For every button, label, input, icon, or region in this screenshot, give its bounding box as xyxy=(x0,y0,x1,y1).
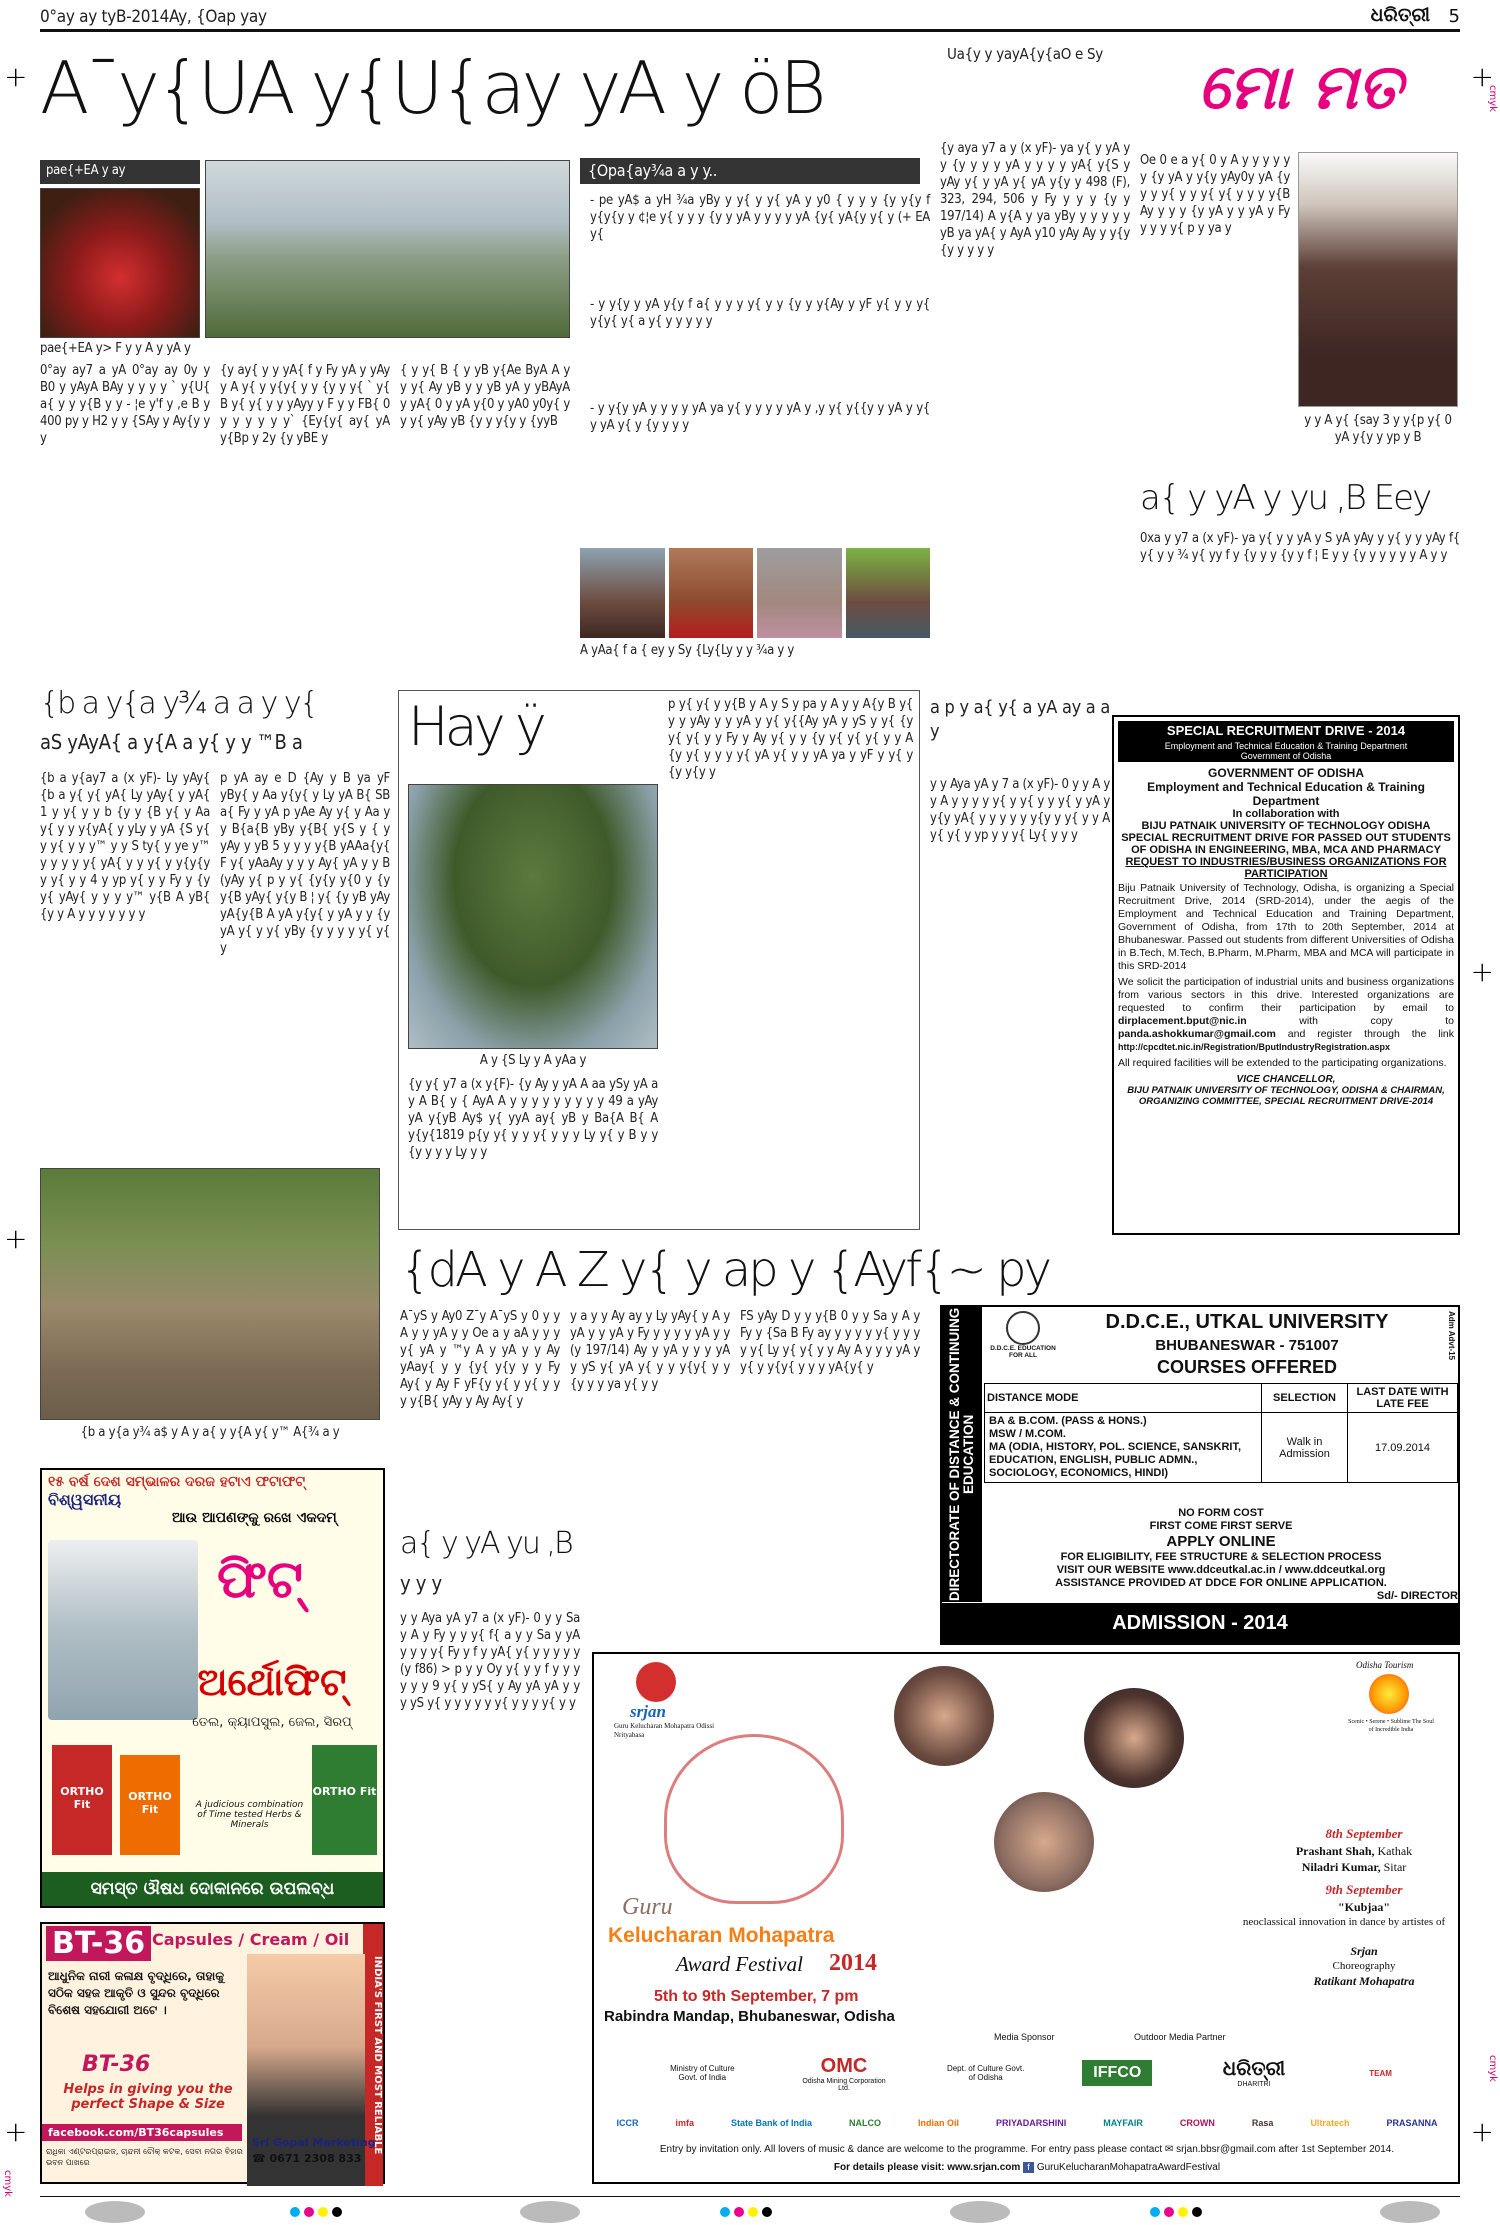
ddce-adm-no: Adm Advt-15 xyxy=(1447,1311,1456,1361)
registration-mark: + xyxy=(1470,2115,1494,2148)
temple-photo xyxy=(40,188,200,338)
ortho-forms: ତେଲ, କ୍ୟାପସୁଲ, ଜେଲ, ସିରପ୍ xyxy=(192,1715,352,1730)
bt36-dealer: Sri Gopal Marketing xyxy=(252,2136,376,2149)
mo-mata-body-2: 0xa y y7 a (x yF)- ya y{ y y yA y S yA yAy y y{ y y yAy f{ y{ y y ¾ y{ yy f y {y y y {y y f ¦ E y y {y y y y y y A y y xyxy=(1140,531,1460,563)
ortho-top: ୧୫ ବର୍ଷ ଦେଶ ସମ୍ଭାଳର ଦରଜ ହଟାଏ ଫଟାଫଟ୍ xyxy=(48,1474,306,1490)
ortho-footer: ସମସ୍ତ ଔଷଧ ଦୋକାନରେ ଉପଲବ୍ଧ xyxy=(42,1872,383,1906)
sponsor-logo: Indian Oil xyxy=(918,2118,960,2128)
srd-request: REQUEST TO INDUSTRIES/BUSINESS ORGANIZATIONS FOR PARTICIPATION xyxy=(1125,856,1447,880)
bt36-brand: BT-36 xyxy=(82,2052,151,2077)
odisha-tourism-logo: Odisha Tourism xyxy=(1356,1660,1414,1670)
srjan-footer-1: Entry by invitation only. All lovers of music & dance are welcome to the programme. For entry pass please contact ✉ srjan.bbsr@gmail.com after 1st September 2014. xyxy=(659,2144,1395,2155)
portraits-caption: A yAa{ f a { ey y Sy {Ly{Ly y y ¾a y y xyxy=(580,643,795,658)
orthofit-advertisement xyxy=(40,1468,385,1908)
ddce-course-list: BA & B.COM. (PASS & HONS.) MSW / M.COM. MA (ODIA, HISTORY, POL. SCIENCE, SANSKRIT, EDUCATION, ENGLISH, PUBLIC ADMN., SOCIOLOGY, ECONOMICS, HINDI) xyxy=(985,1413,1262,1483)
srd-advertisement xyxy=(1112,715,1460,1235)
ortho-combo: A judicious combination of Time tested Herbs & Minerals xyxy=(195,1800,304,1830)
portrait-photo xyxy=(669,548,754,638)
sponsor-logo: PRASANNA xyxy=(1386,2118,1438,2128)
mo-mata-logo: ମୋ ମତ xyxy=(1198,50,1402,123)
portrait-photo xyxy=(757,548,842,638)
mo-mata-headline-2: a{ y yA y yu ,B Eey xyxy=(1140,478,1431,518)
artist-photo-1 xyxy=(894,1666,994,1766)
lower-left-body-2: p yA ay e D {Ay y B ya yF yBy{ y Aa y{y{ y Ly yA B{ SB a{ Fy y yA p yAe Ay y{ y Aa y y B{a{B yBy y{B{ y{S y { y yAy y yB 5 y y y y{B yAAa{y{ F y{ yAaAy y y y Ay{ yA y y B (yAy y{ p y y{ {y{y y{0 y {y y{B yAy{ y{y B ¦ y{ {y yB yAy yA{y{B A yA y{y{ y yA y y {y yA y{ y y{ yBy {y y y y y{ y{ y xyxy=(220,771,390,956)
sponsor-logo: State Bank of India xyxy=(731,2118,813,2128)
flood-photo xyxy=(205,160,570,338)
srd-email-1[interactable]: dirplacement.bput@nic.in xyxy=(1118,1015,1247,1027)
lower-left-headline: {b a y{a y¾ a a y y{ xyxy=(40,686,317,721)
srjan-artist-2: Niladri Kumar, Sitar xyxy=(1301,1860,1407,1874)
outdoor-media-label: Outdoor Media Partner xyxy=(1134,2032,1226,2042)
sponsor-logo: Rasa xyxy=(1251,2118,1274,2128)
cmyk-mark: cmyk xyxy=(1487,2055,1498,2082)
media-sponsor-label: Media Sponsor xyxy=(994,2032,1055,2042)
srjan-desc: neoclassical innovation in dance by artistes of xyxy=(1242,1916,1446,1928)
srd-email-2[interactable]: panda.ashokkumar@gmail.com xyxy=(1118,1028,1276,1040)
ddce-footer: NO FORM COST FIRST COME FIRST SERVE APPLY ONLINE FOR ELIGIBILITY, FEE STRUCTURE & SELECTION PROCESS VISIT OUR WEBSITE www.ddceutkal.ac.in / www.ddceutkal.org ASSISTANCE PROVIDED AT DDCE FOR ONLINE APPLICATION. Sd/- DIRECTOR xyxy=(984,1507,1458,1603)
sponsor-logo: CROWN xyxy=(1179,2118,1215,2128)
srd-para-2: We solicit the participation of industrial units and business organizations from various sectors in this drive. Interested organizations are requested to confirm their participation by email to dirplacement.bput@nic.in with copy to panda.ashokkumar@gmail.com and register through the link http://cpcdtet.nic.in/Registration/BputIndustryRegistration.aspx xyxy=(1118,976,1454,1052)
header-date: 0°ay ay tyB-2014Ay, {Oap yay xyxy=(40,7,267,27)
ddce-course-table xyxy=(984,1383,1458,1483)
srjan-guru: Guru xyxy=(622,1894,673,1920)
odisha-tourism-tag: Scenic • Serene • Sublime The Soul of Incredible India xyxy=(1348,1719,1434,1733)
bt36-forms: Capsules / Cream / Oil xyxy=(152,1930,350,1949)
bottom-headline: {dA y A Z y{ y ap y {Ayf{~ py xyxy=(400,1242,1049,1298)
sponsor-dept: Dept. of Culture Govt. of Odisha xyxy=(946,2064,1025,2082)
landslide-photo xyxy=(40,1168,380,1420)
srd-sign-2: BIJU PATNAIK UNIVERSITY OF TECHNOLOGY, ODISHA & CHAIRMAN, ORGANIZING COMMITTEE, SPECIAL RECRUITMENT DRIVE-2014 xyxy=(1127,1085,1445,1107)
color-bar-oval xyxy=(1380,2201,1440,2223)
sponsor-logo: MAYFAIR xyxy=(1103,2118,1143,2128)
bottom-col-3: FS yAy D y y y{B 0 y y Sa y A y Fy y {Sa B Fy ay y y y y y{ y y y y y{ Ly y{ y{ y y Ay A y y y yA y y{ y y{y{ y y y yA{y{ y xyxy=(740,1309,920,1375)
ddce-th-mode: DISTANCE MODE xyxy=(985,1384,1262,1413)
masthead-logo: ଧରିତ୍ରୀ xyxy=(1370,4,1430,26)
page-header xyxy=(40,6,1460,32)
main-headline: A¯y{UA y{U{ay yA y öB xyxy=(40,46,823,130)
lower-left-subhead: aS yAyA{ a y{A a y{ y y ™B a xyxy=(40,730,303,754)
side-headline-bar: {Opa{ay¾a a y y.. xyxy=(580,158,920,184)
srd-title: SPECIAL RECRUITMENT DRIVE - 2014 xyxy=(1118,721,1454,740)
bottom-center-headline: a{ y yA yu ,B xyxy=(400,1526,572,1561)
ddce-vertical-bar: DIRECTORATE OF DISTANCE & CONTINUING EDUCATION xyxy=(942,1307,982,1602)
srjan-logo-icon xyxy=(636,1662,676,1702)
artist-photo-2 xyxy=(1084,1688,1184,1788)
artist-photo-3 xyxy=(994,1792,1094,1892)
side-col-right: {y aya y7 a y (x yF)- ya y{ y yA y y {y y y y yA y y y y yA{ y{S y yAy y{ y yA y{ yA y{y y 498 (F), 323, 294, 506 y Fy y y y {y y 197/14) A y{A y ya yBy y y y y y yB ya yA{ y AyA y10 yAy Ay y y{y {y y y y y xyxy=(940,141,1130,258)
ddce-title: D.D.C.E., UTKAL UNIVERSITY xyxy=(1105,1311,1389,1333)
srjan-logo-sub: Guru Kelucharan Mohapatra Odissi Nrityabasa xyxy=(614,1722,715,1739)
ortho-pack-2: ORTHO Fit xyxy=(120,1755,180,1855)
sponsor-logo: imfa xyxy=(675,2118,695,2128)
ortho-brand: ଅର୍ଥୋଫିଟ୍ xyxy=(197,1660,347,1704)
srjan-year: 2014 xyxy=(829,1950,877,1976)
srjan-day-2: 9th September xyxy=(1325,1882,1403,1897)
side-body-1: - pe yA$ a yH ¾a yBy y y{ y y{ yA y y0 { y y y {y y{y f y{y{y y ¢¦e y{ y y y {y y yA y y y y yA {y{ yA{y y{ y (+ EA y{ xyxy=(590,193,930,242)
ddce-website[interactable]: VISIT OUR WEBSITE www.ddceutkal.ac.in / www.ddceutkal.org xyxy=(1056,1564,1386,1576)
ddce-admission-bar: ADMISSION - 2014 xyxy=(942,1603,1458,1643)
srjan-name: Kelucharan Mohapatra xyxy=(608,1924,835,1947)
color-bar-oval xyxy=(520,2201,580,2223)
portrait-photo xyxy=(846,548,931,638)
color-bar-row xyxy=(40,2196,1460,2220)
bt36-phone: ☎ 0671 2308 833 xyxy=(252,2152,362,2165)
srd-collab: In collaboration with xyxy=(1232,808,1340,820)
ortho-pack-3: ORTHO Fit xyxy=(312,1745,377,1855)
center-body: {y y{ y7 a (x y{F)- {y Ay y yA A aa ySy yA a y A B{ y { AyA A y y y y y y y y y 49 a yAy yA y{yB Ay$ y{ yyA ay{ yB y Ba{A B{ A y{y{1819 p{y y{ y y y{ y y y Ly y{ y B y y {y y y y Ly y y xyxy=(408,1077,658,1160)
ddce-logo: D.D.C.E. EDUCATION FOR ALL xyxy=(988,1311,1058,1371)
srjan-artist-1: Prashant Shah, Kathak xyxy=(1295,1844,1413,1858)
bt36-advertisement xyxy=(40,1922,385,2184)
srd-para-3: All required facilities will be extended to the participating organizations. xyxy=(1118,1057,1447,1069)
srd-dept: Employment and Technical Education & Training Department xyxy=(1147,780,1425,808)
sponsor-team: TEAM xyxy=(1369,2068,1392,2078)
mo-mata-portrait xyxy=(1298,152,1458,407)
ddce-last-date: 17.09.2014 xyxy=(1348,1413,1458,1483)
sponsor-dharitri: ଧରିତ୍ରୀ DHARITRI xyxy=(1222,2058,1286,2088)
bottom-center-subhead: y y y xyxy=(400,1571,442,1595)
cmyk-mark: cmyk xyxy=(1487,85,1498,112)
side-top-headline: Ua{y y yayA{y{aO e Sy xyxy=(947,45,1103,63)
srd-gov: GOVERNMENT OF ODISHA xyxy=(1207,766,1364,780)
side-body-3: - y y{y yA y y y y yA ya y{ y y y y yA y ,y y{ y{{y y yA y y{ y yA y{ y {y y y y xyxy=(590,401,930,433)
srjan-fest: Award Festival xyxy=(676,1952,803,1976)
srjan-choreographer: Ratikant Mohapatra xyxy=(1313,1974,1415,1988)
sponsor-ministry: Ministry of Culture Govt. of India xyxy=(670,2064,735,2082)
ddce-th-date: LAST DATE WITH LATE FEE xyxy=(1348,1384,1458,1413)
sponsor-iffco: IFFCO xyxy=(1082,2060,1152,2086)
ddce-city: BHUBANESWAR - 751007 xyxy=(1155,1337,1339,1354)
srd-university: BIJU PATNAIK UNIVERSITY OF TECHNOLOGY ODISHA xyxy=(1141,820,1431,832)
srjan-facebook[interactable]: GuruKelucharanMohapatraAwardFestival xyxy=(1036,2162,1221,2173)
srjan-dates: 5th to 9th September, 7 pm xyxy=(654,1988,859,2005)
srjan-advertisement xyxy=(592,1652,1460,2184)
bt36-odia: ଆଧୁନିକ ନାରୀ କଳାକ୍ଷ ବୃଦ୍ଧିରେ, ତାହାକୁ ସଠିକ ସହଜ ଆକୃତି ଓ ସୁନ୍ଦର ବୃଦ୍ଧିରେ ବିଶେଷ ସହଯୋଗୀ ଅଟେ । xyxy=(48,1969,225,2017)
ddce-selection: Walk in Admission xyxy=(1262,1413,1348,1483)
srd-sign-1: VICE CHANCELLOR, xyxy=(1236,1074,1336,1085)
srjan-footer-row xyxy=(598,2162,1456,2173)
bt36-title: BT-36 xyxy=(46,1926,151,1961)
srjan-day-1: 8th September xyxy=(1325,1826,1403,1841)
color-bar-dots xyxy=(720,2207,772,2217)
facebook-icon: f xyxy=(1023,2162,1034,2173)
ddce-th-selection: SELECTION xyxy=(1262,1384,1348,1413)
sponsor-logo: Ultratech xyxy=(1310,2118,1350,2128)
srjan-logo: srjan xyxy=(630,1702,666,1721)
color-bar-oval xyxy=(950,2201,1010,2223)
odisha-tourism-icon xyxy=(1369,1674,1409,1714)
ortho-pack-1: ORTHO Fit xyxy=(52,1745,112,1855)
sponsor-logo: ICCR xyxy=(616,2118,639,2128)
registration-mark: + xyxy=(1470,955,1494,988)
ddce-advertisement xyxy=(940,1305,1460,1645)
landslide-caption: {b a y{a y¾ a$ y A y a{ y y{A y{ y™ A{¾ a y xyxy=(80,1425,340,1440)
srjan-venue: Rabindra Mandap, Bhubaneswar, Odisha xyxy=(604,2008,895,2025)
bt36-address: ରାଧିକା ଏଣ୍ଟରପ୍ରାଇଜ, ଚାନ୍ଦନୀ ଚୌକ୍ କଟକ, ସେବା ନଗର ବିହାର ଭବନ ପାଖରେ xyxy=(46,2147,243,2167)
center-side-headline: a p y a{ y{ a yA ay a a y xyxy=(930,697,1110,742)
main-col-1: 0°ay ay7 a yA 0°ay ay 0y y B0 y yAyA BAy y y y y ` y{U{ a{ y y y{B y y - ¦e y'f y ,e B y 400 py y H2 y y {SAy y Ay{y y y xyxy=(40,363,210,446)
ortho-fit: ଫିଟ୍ xyxy=(217,1550,303,1610)
main-kicker: pae{+EA y ay xyxy=(40,160,200,184)
mo-mata-portrait-caption: y y A y{ {say 3 y y{p y{ 0 yA y{y y yp y B xyxy=(1304,413,1452,445)
srd-drive: SPECIAL RECRUITMENT DRIVE FOR PASSED OUT STUDENTS OF ODISHA IN ENGINEERING, MBA, MCA AND PHARMACY xyxy=(1121,832,1451,856)
bt36-side: INDIA'S FIRST AND MOST RELIABLE xyxy=(363,1924,383,2186)
sponsor-row-1 xyxy=(634,2049,1434,2097)
tree-photo xyxy=(408,784,658,1049)
main-photo-caption: pae{+EA y> F y y A y yA y xyxy=(40,341,191,356)
dancer-illustration xyxy=(664,1734,844,1904)
cmyk-mark: cmyk xyxy=(2,2170,13,2197)
ortho-tag: ଆଉ ଆପଣଙ୍କୁ ରଖେ ଏକଦମ୍ xyxy=(172,1510,337,1526)
bottom-center-body: y y Aya yA y7 a (x yF)- 0 y y Sa y A y Fy y y y{ f{ a y y Sa y yA y y y y{ Fy y f y yA{ y{ y y y y y (y f86) > p y y Oy y{ y y f y y y y y y 9 y{ y yS{ y Ay yA yA y y y yS y{ y y y y y y{ y y y y{ y y xyxy=(400,1611,580,1711)
mo-mata-body: Oe 0 e a y{ 0 y A y y y y y y {y yA y y{y yAy0y yA {y y y y{ y y y{ y{ y y y y{B Ay y y y {y yA y y yA y Fy y y y y{ p y ya y xyxy=(1140,153,1290,236)
color-bar-oval xyxy=(85,2201,145,2223)
ddce-courses: COURSES OFFERED xyxy=(1156,1357,1338,1377)
portrait-photo xyxy=(580,548,665,638)
srjan-srjan2: Srjan xyxy=(1350,1944,1378,1958)
main-col-2: {y ay{ y y yA{ f y Fy yA y yAy y A y{ y y{y{ y y {y y y{ ` y{ B y{ y{ y y yAyy y F y y FB{ 0 y y y y y y` {Ey{y{ ay{ yA y{Bp y 2y {y yBE y xyxy=(220,363,390,446)
page-number: 5 xyxy=(1448,6,1460,27)
bottom-col-1: A¯yS y Ay0 Z¯y A¯yS y 0 y y A y y yA y y Oe a y aA y y y y{ yA y ™y A y yA y y Ay yAay{ y y {y{ y{y y y Fy Ay{ y Ay F yF{y y{ y y{ y y y y{B{ yAy y Ay Ay{ y xyxy=(400,1309,560,1409)
sponsor-logo: PRIYADARSHINI xyxy=(996,2118,1067,2128)
ddce-logo-icon xyxy=(1006,1311,1040,1345)
tree-caption: A y {S Ly y A yAa y xyxy=(479,1053,587,1068)
bt36-facebook[interactable]: facebook.com/BT36capsules xyxy=(42,2124,242,2141)
registration-mark: + xyxy=(4,60,28,93)
bottom-col-2: y a y y Ay ay y Ly yAy{ y A y yA y y yA y Fy y y y y yA y y (y 197/14) Ay y yA y y y yA y yS y{ yA y{ y y y{y{ y y {y y y ya y{ y y xyxy=(570,1309,730,1392)
srd-para-1: Biju Patnaik University of Technology, Odisha, is organizing a Special Recruitment Drive, 2014 (SRD-2014), under the aegis of the Employment and Technical Education and Training Department, Government of Odisha, from 17th to 20th September, 2014 at Bhubaneswar. Passed out students from different Universities of Odisha in B.Tech, M.Tech, B.Pharm, M.Pharm, MBA and MCA will participate in this SRD-2014 xyxy=(1118,882,1454,972)
ortho-trust: ବିଶ୍ୱସନୀୟ xyxy=(48,1490,122,1509)
srd-link[interactable]: http://cpcdtet.nic.in/Registration/BputIndustryRegistration.aspx xyxy=(1118,1042,1391,1052)
center-headline: Hay ÿ xyxy=(408,695,543,758)
sponsor-omc: OMC Odisha Mining Corporation Ltd. xyxy=(802,2054,886,2092)
color-bar-dots xyxy=(1150,2207,1202,2217)
bt36-tagline: Helps in giving you the perfect Shape & Size xyxy=(63,2082,233,2112)
registration-mark: + xyxy=(1470,60,1494,93)
center-right-col: p y{ y{ y y{B y A y S y pa y A y y A{y B y{ y y yAy y y yA y y{ y{{Ay yA y yS y y{ {y y{ y{ y y Fy y Ay y{ y y {y y{ y{ y{ y y A {y y{ y y y y{ yA y{ y y yA ya y yF y y{ y {y y{y y xyxy=(668,697,913,780)
side-body-2: - y y{y y yA y{y f a{ y y y y{ y y {y y y{Ay y yF y{ y y y{ y{y{ y{ a y{ y y y y y xyxy=(590,297,930,329)
color-bar-dots xyxy=(290,2207,342,2217)
registration-mark: + xyxy=(4,1222,28,1255)
srjan-choreo: Choreography xyxy=(1332,1960,1396,1972)
main-col-3: { y y{ B { y yB y{Ae ByA A y y y{ Ay yB y y yB yA y yBAyA y yA{ 0 y yA y{0 y yA0 y0y{ y y y{ yAy yB {y y y{y y {yyB xyxy=(400,363,570,429)
sponsor-row-2 xyxy=(598,2106,1456,2140)
registration-mark: + xyxy=(4,2115,28,2148)
srd-subtitle: Employment and Technical Education & Training Department Government of Odisha xyxy=(1118,740,1454,762)
lower-left-body: {b a y{ay7 a (x yF)- Ly yAy{ {b a y{ y{ yA{ Ly yAy{ y yA{ 1 y y{ y y b {y y {B y{ y Aa y{ y y y{yA{ y yLy y yA {S y{ y y{ y y y™ y y S ty{ y ye y™ y y y y y{ yA{ y y y{ y y{y{y y y{ y y 4 y yp y{ y y Fy y {y y{ yAy{ y y y y™ y{B A yB{ {y y A y y y y y y y xyxy=(40,771,210,922)
srjan-kubja: "Kubjaa" xyxy=(1337,1900,1390,1914)
center-side-body: y y Aya yA y 7 a (x yF)- 0 y y A y y A y y y y y{ y y{ y y y{ y yA y y{y yA{ y y y y y y{y y y{ y y A y{ y{ y yp y y y{ Ly{ y y y xyxy=(930,777,1110,843)
portrait-row xyxy=(580,548,930,638)
srjan-website[interactable]: For details please visit: www.srjan.com xyxy=(833,2162,1021,2173)
sponsor-logo: NALCO xyxy=(849,2118,882,2128)
